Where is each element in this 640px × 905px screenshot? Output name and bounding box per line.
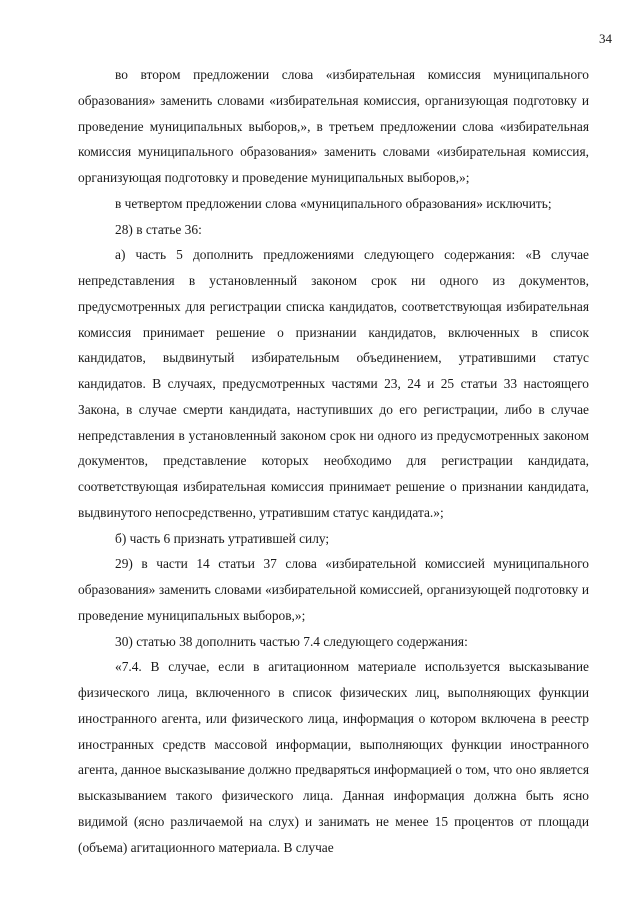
paragraph-item-28b: б) часть 6 признать утратившей силу; [115, 530, 330, 546]
paragraph-amendment-fourth-sentence: в четвертом предложении слова «муниципального образования» исключить; [115, 195, 552, 211]
paragraph-amendment-second-sentence: во втором предложении слова «избирательная комиссия муниципального образования» заменить словами «избирательная комиссия, организующая подготовку и проведение муниципальных выборов,», в третьем предложении слова «избирательная комиссия муниципального образования» заменить словами «избирательная комиссия, организующая подготовку и проведение муниципальных выборов,»; [78, 67, 589, 185]
paragraph-item-28: 28) в статье 36: [115, 221, 202, 237]
paragraph-item-29: 29) в части 14 статьи 37 слова «избирательной комиссией муниципального образования» заменить словами «избирательной комиссией, организующей подготовку и проведение муниципальных выборов,»; [78, 556, 589, 623]
paragraph-part-7-4: «7.4. В случае, если в агитационном материале используется высказывание физического лица, включенного в список физических лиц, выполняющих функции иностранного агента, или физического лица, информация о котором включена в реестр иностранных средств массовой информации, выполняющих функции иностранного агента, данное высказывание должно предваряться информацией о том, что оно является высказыванием такого физического лица. Данная информация должна быть ясно видимой (ясно различаемой на слух) и занимать не менее 15 процентов от площади (объема) агитационного материала. В случае [78, 659, 589, 855]
paragraph-item-30: 30) статью 38 дополнить частью 7.4 следующего содержания: [115, 633, 468, 649]
page-number: 34 [599, 31, 612, 46]
paragraph-item-28a: а) часть 5 дополнить предложениями следующего содержания: «В случае непредставления в установленный законом срок ни одного из документов, предусмотренных для регистрации списка кандидатов, соответствующая избирательная комиссия принимает решение о признании кандидатов, включенных в список кандидатов, выдвинутый избирательным объединением, утратившими статус кандидатов. В случаях, предусмотренных частями 23, 24 и 25 статьи 33 настоящего Закона, в случае смерти кандидата, наступивших до его регистрации, либо в случае непредставления в установленный законом срок ни одного из предусмотренных законом документов, представление которых необходимо для регистрации кандидата, соответствующая избирательная комиссия принимает решение о признании кандидата, выдвинутого непосредственно, утратившим статус кандидата.»; [78, 247, 589, 520]
document-body [78, 62, 589, 860]
